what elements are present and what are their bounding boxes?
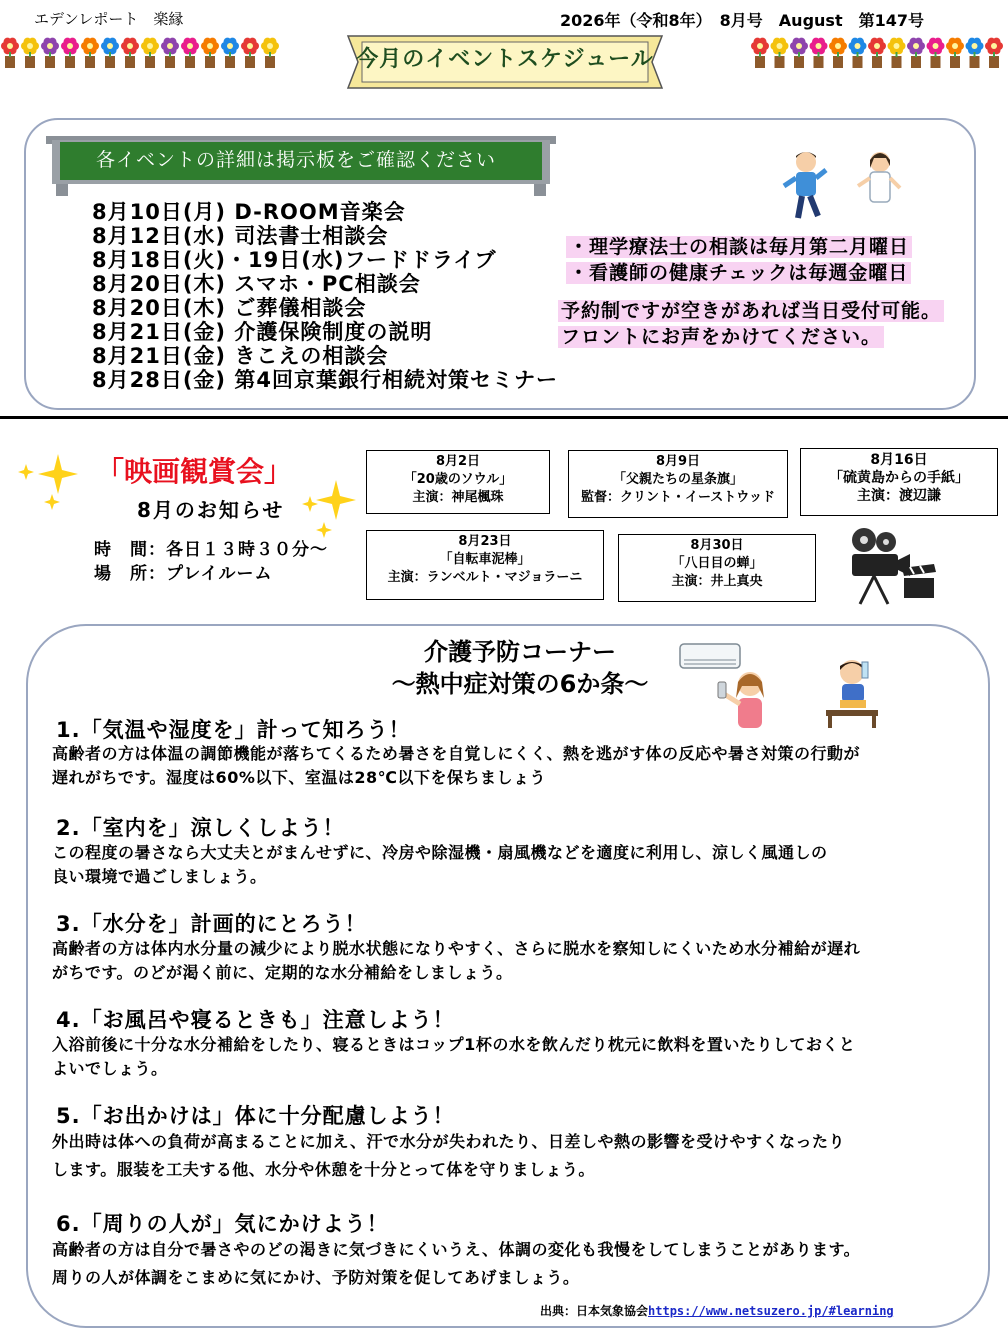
body-line: 外出時は体への負荷が高まることに加え、汗で水分が失われたり、日差しや熱の影響を受けやすくなったり	[52, 1132, 845, 1151]
issue-info: 2026年（令和8年） 8月号 August 第147号	[560, 11, 924, 30]
sparkle-icon	[14, 450, 84, 510]
list-item: 8月21日(金) きこえの相談会	[92, 344, 389, 368]
prevention-item	[56, 908, 367, 938]
item-heading: 2.「室内を」涼しくしよう！	[56, 816, 345, 840]
item-heading: 3.「水分を」計画的にとろう！	[56, 912, 367, 936]
list-item: 8月10日(月) D-ROOM音楽会	[92, 200, 406, 224]
film-title: 「八日目の蝉」	[671, 556, 763, 571]
item-body	[52, 1128, 982, 1184]
sparkle-icon	[296, 478, 358, 540]
flower-icon	[101, 38, 119, 68]
source-link[interactable]: https://www.netsuzero.jp/#learning	[648, 1304, 894, 1318]
section-divider	[0, 416, 1008, 419]
item-heading: 5.「お出かけは」体に十分配慮しよう！	[56, 1104, 455, 1128]
prevention-title	[300, 636, 740, 700]
corner-title: 介護予防コーナー	[424, 638, 616, 666]
flower-icon	[21, 38, 39, 68]
film-date: 8月30日	[690, 538, 744, 553]
flower-icon	[1, 38, 19, 68]
flower-icon	[41, 38, 59, 68]
list-item: 8月20日(木) スマホ・PC相談会	[92, 272, 421, 296]
item-heading: 1.「気温や湿度を」計って知ろう！	[56, 718, 411, 742]
nurse-note: ・看護師の健康チェックは毎週金曜日	[566, 262, 911, 284]
reservation-note: 予約制ですが空きがあれば当日受付可能。	[558, 300, 944, 322]
publication-name: エデンレポート 楽縁	[34, 10, 184, 28]
flower-icon	[907, 38, 925, 68]
prevention-item	[56, 714, 411, 744]
film-credit: 主演：井上真央	[671, 574, 763, 589]
flower-icon	[810, 38, 828, 68]
film-credit: 主演：渡辺謙	[857, 488, 941, 504]
flower-icon	[181, 38, 199, 68]
body-line: 高齢者の方は体温の調節機能が落ちてくるため暑さを自覚しにくく、熱を逃がす体の反応や暑さ対策の行動が	[52, 744, 861, 763]
flower-icon	[221, 38, 239, 68]
body-line: します。服装を工夫する他、水分や休憩を十分とって体を守りましょう。	[52, 1160, 595, 1179]
list-item: 8月21日(金) 介護保険制度の説明	[92, 320, 433, 344]
film-date: 8月2日	[435, 454, 481, 469]
corner-subtitle: ～熱中症対策の6か条～	[391, 670, 649, 698]
movie-time: 時 間：各日１３時３０分～	[94, 540, 328, 560]
flower-icon	[261, 38, 279, 68]
movie-subtitle: 8月のお知らせ	[137, 498, 285, 522]
prevention-item	[56, 1208, 389, 1238]
item-body	[52, 1033, 982, 1081]
movie-place: 場 所：プレイルーム	[94, 564, 273, 584]
list-item: 8月12日(水) 司法書士相談会	[92, 224, 389, 248]
event-list	[92, 200, 558, 392]
flower-icon	[771, 38, 789, 68]
flower-icon	[985, 38, 1003, 68]
body-line: 高齢者の方は体内水分量の減少により脱水状態になりやすく、さらに脱水を察知しにくいため水分補給が遅れ	[52, 939, 861, 958]
flower-icon	[241, 38, 259, 68]
source-citation	[540, 1302, 894, 1319]
flower-icon	[61, 38, 79, 68]
flower-icon	[161, 38, 179, 68]
therapist-illustration	[776, 146, 916, 226]
flower-row-left	[0, 34, 284, 72]
film-title: 「硫黄島からの手紙」	[829, 470, 969, 486]
movie-event-title: 「映画観賞会」	[96, 455, 293, 488]
prevention-item	[56, 1100, 455, 1130]
item-body	[52, 742, 982, 790]
item-heading: 4.「お風呂や寝るときも」注意しよう！	[56, 1008, 455, 1032]
body-line: この程度の暑さなら大丈夫とがまんせずに、冷房や除湿機・扇風機などを適度に利用し、涼しく風通しの	[52, 843, 828, 862]
flower-icon	[141, 38, 159, 68]
film-credit: 主演：神尾楓珠	[412, 490, 504, 505]
boy-drinking-illustration	[822, 654, 884, 730]
board-notice: 各イベントの詳細は掲示板をご確認ください	[96, 149, 497, 171]
body-line: 遅れがちです。湿度は60%以下、室温は28℃以下を保ちましょう	[52, 768, 546, 787]
flower-icon	[751, 38, 769, 68]
film-title: 「自転車泥棒」	[439, 552, 531, 567]
body-line: 入浴前後に十分な水分補給をしたり、寝るときはコップ1杯の水を飲んだり枕元に飲料を置いたりしておくと	[52, 1035, 856, 1054]
therapist-note: ・理学療法士の相談は毎月第二月曜日	[566, 236, 912, 258]
prevention-item	[56, 812, 345, 842]
film-card	[800, 448, 998, 516]
film-credit: 監督：クリント・イーストウッド	[580, 490, 776, 505]
prevention-item	[56, 1004, 455, 1034]
film-date: 8月23日	[458, 534, 512, 549]
item-body	[52, 937, 982, 985]
film-card	[568, 450, 788, 518]
item-body	[52, 841, 982, 889]
film-title: 「20歳のソウル」	[403, 472, 513, 487]
flower-icon	[966, 38, 984, 68]
flower-icon	[121, 38, 139, 68]
flower-icon	[868, 38, 886, 68]
source-label: 出典：日本気象協会	[540, 1304, 649, 1318]
list-item: 8月28日(金) 第4回京葉銀行相続対策セミナー	[92, 368, 558, 392]
film-credit: 主演：ランベルト・マジョラーニ	[387, 570, 583, 585]
body-line: 良い環境で過ごしましょう。	[52, 867, 267, 886]
body-line: 高齢者の方は自分で暑さやのどの渇きに気づきにくいうえ、体調の変化も我慢をしてしまうことがあります。	[52, 1240, 861, 1259]
body-line: 周りの人が体調をこまめに気にかけ、予防対策を促してあげましょう。	[52, 1268, 580, 1287]
film-date: 8月16日	[870, 452, 928, 468]
item-heading: 6.「周りの人が」気にかけよう！	[56, 1212, 389, 1236]
film-date: 8月9日	[655, 454, 701, 469]
body-line: よいでしょう。	[52, 1059, 168, 1078]
movie-details	[94, 538, 328, 586]
movie-camera-icon	[840, 524, 936, 608]
flower-icon	[790, 38, 808, 68]
flower-icon	[829, 38, 847, 68]
flower-row-right	[750, 34, 1008, 72]
flower-icon	[946, 38, 964, 68]
film-card	[366, 530, 604, 600]
list-item: 8月20日(木) ご葬儀相談会	[92, 296, 367, 320]
item-body	[52, 1236, 982, 1292]
front-desk-note: フロントにお声をかけてください。	[558, 326, 884, 348]
flower-icon	[927, 38, 945, 68]
film-card	[366, 450, 550, 514]
flower-icon	[888, 38, 906, 68]
film-card	[618, 534, 816, 602]
film-title: 「父親たちの星条旗」	[612, 472, 743, 487]
flower-icon	[201, 38, 219, 68]
body-line: がちです。のどが渇く前に、定期的な水分補給をしましょう。	[52, 963, 513, 982]
banner-title: 今月のイベントスケジュール	[356, 47, 654, 72]
list-item: 8月18日(火)・19日(水)フードドライブ	[92, 248, 497, 272]
woman-remote-illustration	[710, 664, 770, 734]
flower-icon	[849, 38, 867, 68]
flower-icon	[81, 38, 99, 68]
